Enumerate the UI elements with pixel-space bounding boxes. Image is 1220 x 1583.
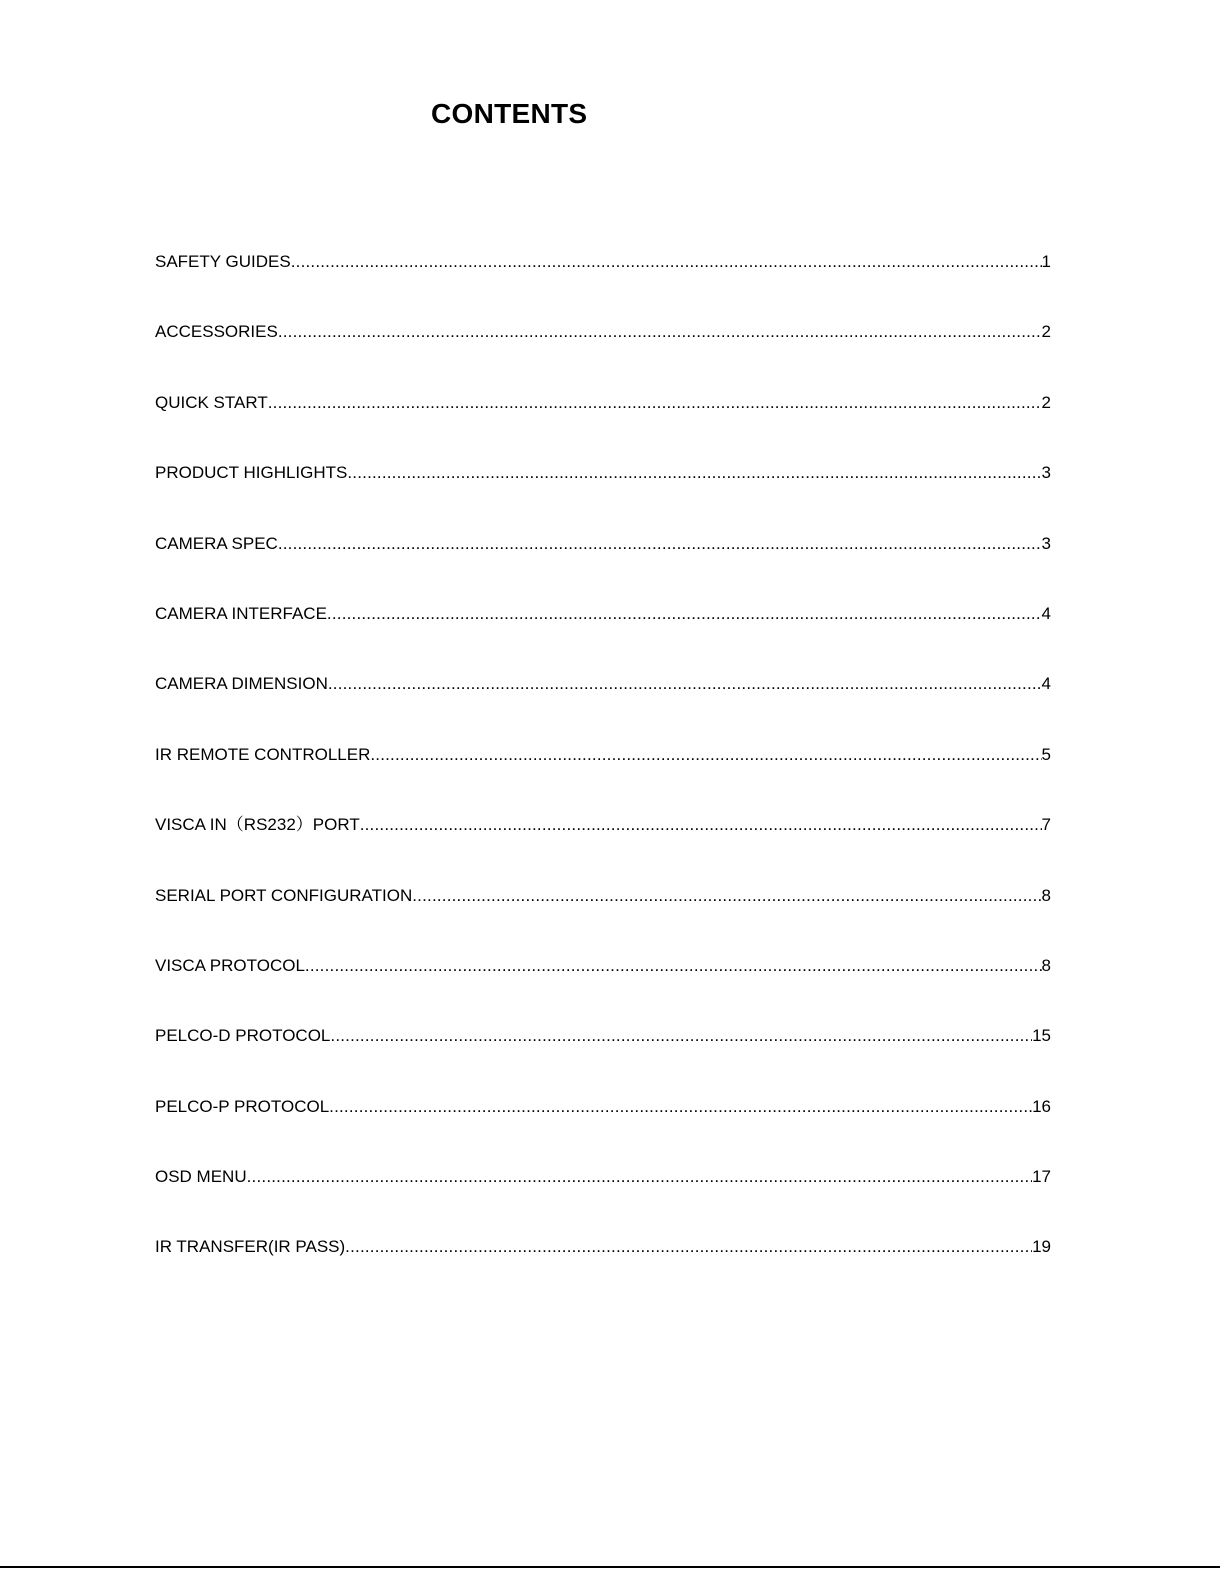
toc-entry-page-number: 4	[1041, 603, 1051, 623]
toc-dot-leader	[412, 884, 1041, 908]
toc-entry-page-number: 19	[1032, 1237, 1051, 1257]
toc-entry	[155, 884, 1051, 954]
toc-entry	[155, 1235, 1051, 1305]
toc-dot-leader	[370, 743, 1041, 767]
toc-entry	[155, 320, 1051, 390]
toc-entry-page-number: 3	[1041, 533, 1051, 553]
toc-dot-leader	[328, 672, 1042, 696]
toc-entry-label: SERIAL PORT CONFIGURATION	[155, 885, 413, 905]
toc-entry-page-number: 2	[1041, 322, 1051, 342]
toc-dot-leader	[268, 391, 1042, 415]
toc-entry	[155, 1165, 1051, 1235]
table-of-contents	[155, 250, 1051, 1306]
toc-dot-leader	[278, 320, 1042, 344]
toc-dot-leader	[329, 1095, 1032, 1119]
toc-entry-page-number: 15	[1032, 1026, 1051, 1046]
toc-entry	[155, 1095, 1051, 1165]
page-title: CONTENTS	[431, 98, 588, 129]
toc-entry-page-number: 17	[1032, 1167, 1051, 1187]
toc-dot-leader	[347, 461, 1041, 485]
toc-dot-leader	[247, 1165, 1032, 1189]
toc-entry-page-number: 3	[1041, 463, 1051, 483]
toc-dot-leader	[305, 954, 1042, 978]
toc-dot-leader	[278, 532, 1042, 556]
toc-entry-page-number: 2	[1041, 392, 1051, 412]
toc-entry-label: VISCA IN（RS232）PORT	[155, 815, 360, 835]
toc-entry-label: IR TRANSFER(IR PASS)	[155, 1237, 346, 1257]
toc-entry	[155, 602, 1051, 672]
toc-entry-label: ACCESSORIES	[155, 322, 278, 342]
page-bottom-rule	[0, 1566, 1220, 1568]
toc-entry-page-number: 16	[1032, 1096, 1051, 1116]
toc-entry-label: PELCO-D PROTOCOL	[155, 1026, 331, 1046]
toc-entry	[155, 672, 1051, 742]
toc-entry	[155, 532, 1051, 602]
toc-entry-label: CAMERA DIMENSION	[155, 674, 328, 694]
toc-entry-label: CAMERA SPEC	[155, 533, 278, 553]
toc-entry-label: CAMERA INTERFACE	[155, 603, 327, 623]
toc-entry	[155, 813, 1051, 883]
toc-entry-label: QUICK START	[155, 392, 268, 412]
toc-entry-label: IR REMOTE CONTROLLER	[155, 744, 371, 764]
toc-entry	[155, 743, 1051, 813]
toc-entry-label: OSD MENU	[155, 1167, 247, 1187]
toc-entry	[155, 1024, 1051, 1094]
toc-entry-label: SAFETY GUIDES	[155, 252, 291, 271]
toc-entry-page-number: 7	[1041, 815, 1051, 835]
toc-dot-leader	[327, 602, 1042, 626]
toc-entry-label: VISCA PROTOCOL	[155, 955, 305, 975]
toc-entry	[155, 250, 1051, 320]
toc-dot-leader	[330, 1024, 1032, 1048]
toc-entry-label: PRODUCT HIGHLIGHTS	[155, 463, 348, 483]
toc-entry	[155, 461, 1051, 531]
toc-dot-leader	[360, 813, 1042, 837]
toc-dot-leader	[345, 1235, 1032, 1259]
toc-entry	[155, 391, 1051, 461]
toc-entry-page-number: 5	[1041, 744, 1051, 764]
toc-entry-label: PELCO-P PROTOCOL	[155, 1096, 330, 1116]
toc-entry-page-number: 4	[1041, 674, 1051, 694]
toc-dot-leader	[291, 250, 1042, 274]
toc-entry-page-number: 8	[1041, 955, 1051, 975]
toc-entry-page-number: 8	[1041, 885, 1051, 905]
toc-entry	[155, 954, 1051, 1024]
toc-entry-page-number: 1	[1041, 252, 1051, 271]
